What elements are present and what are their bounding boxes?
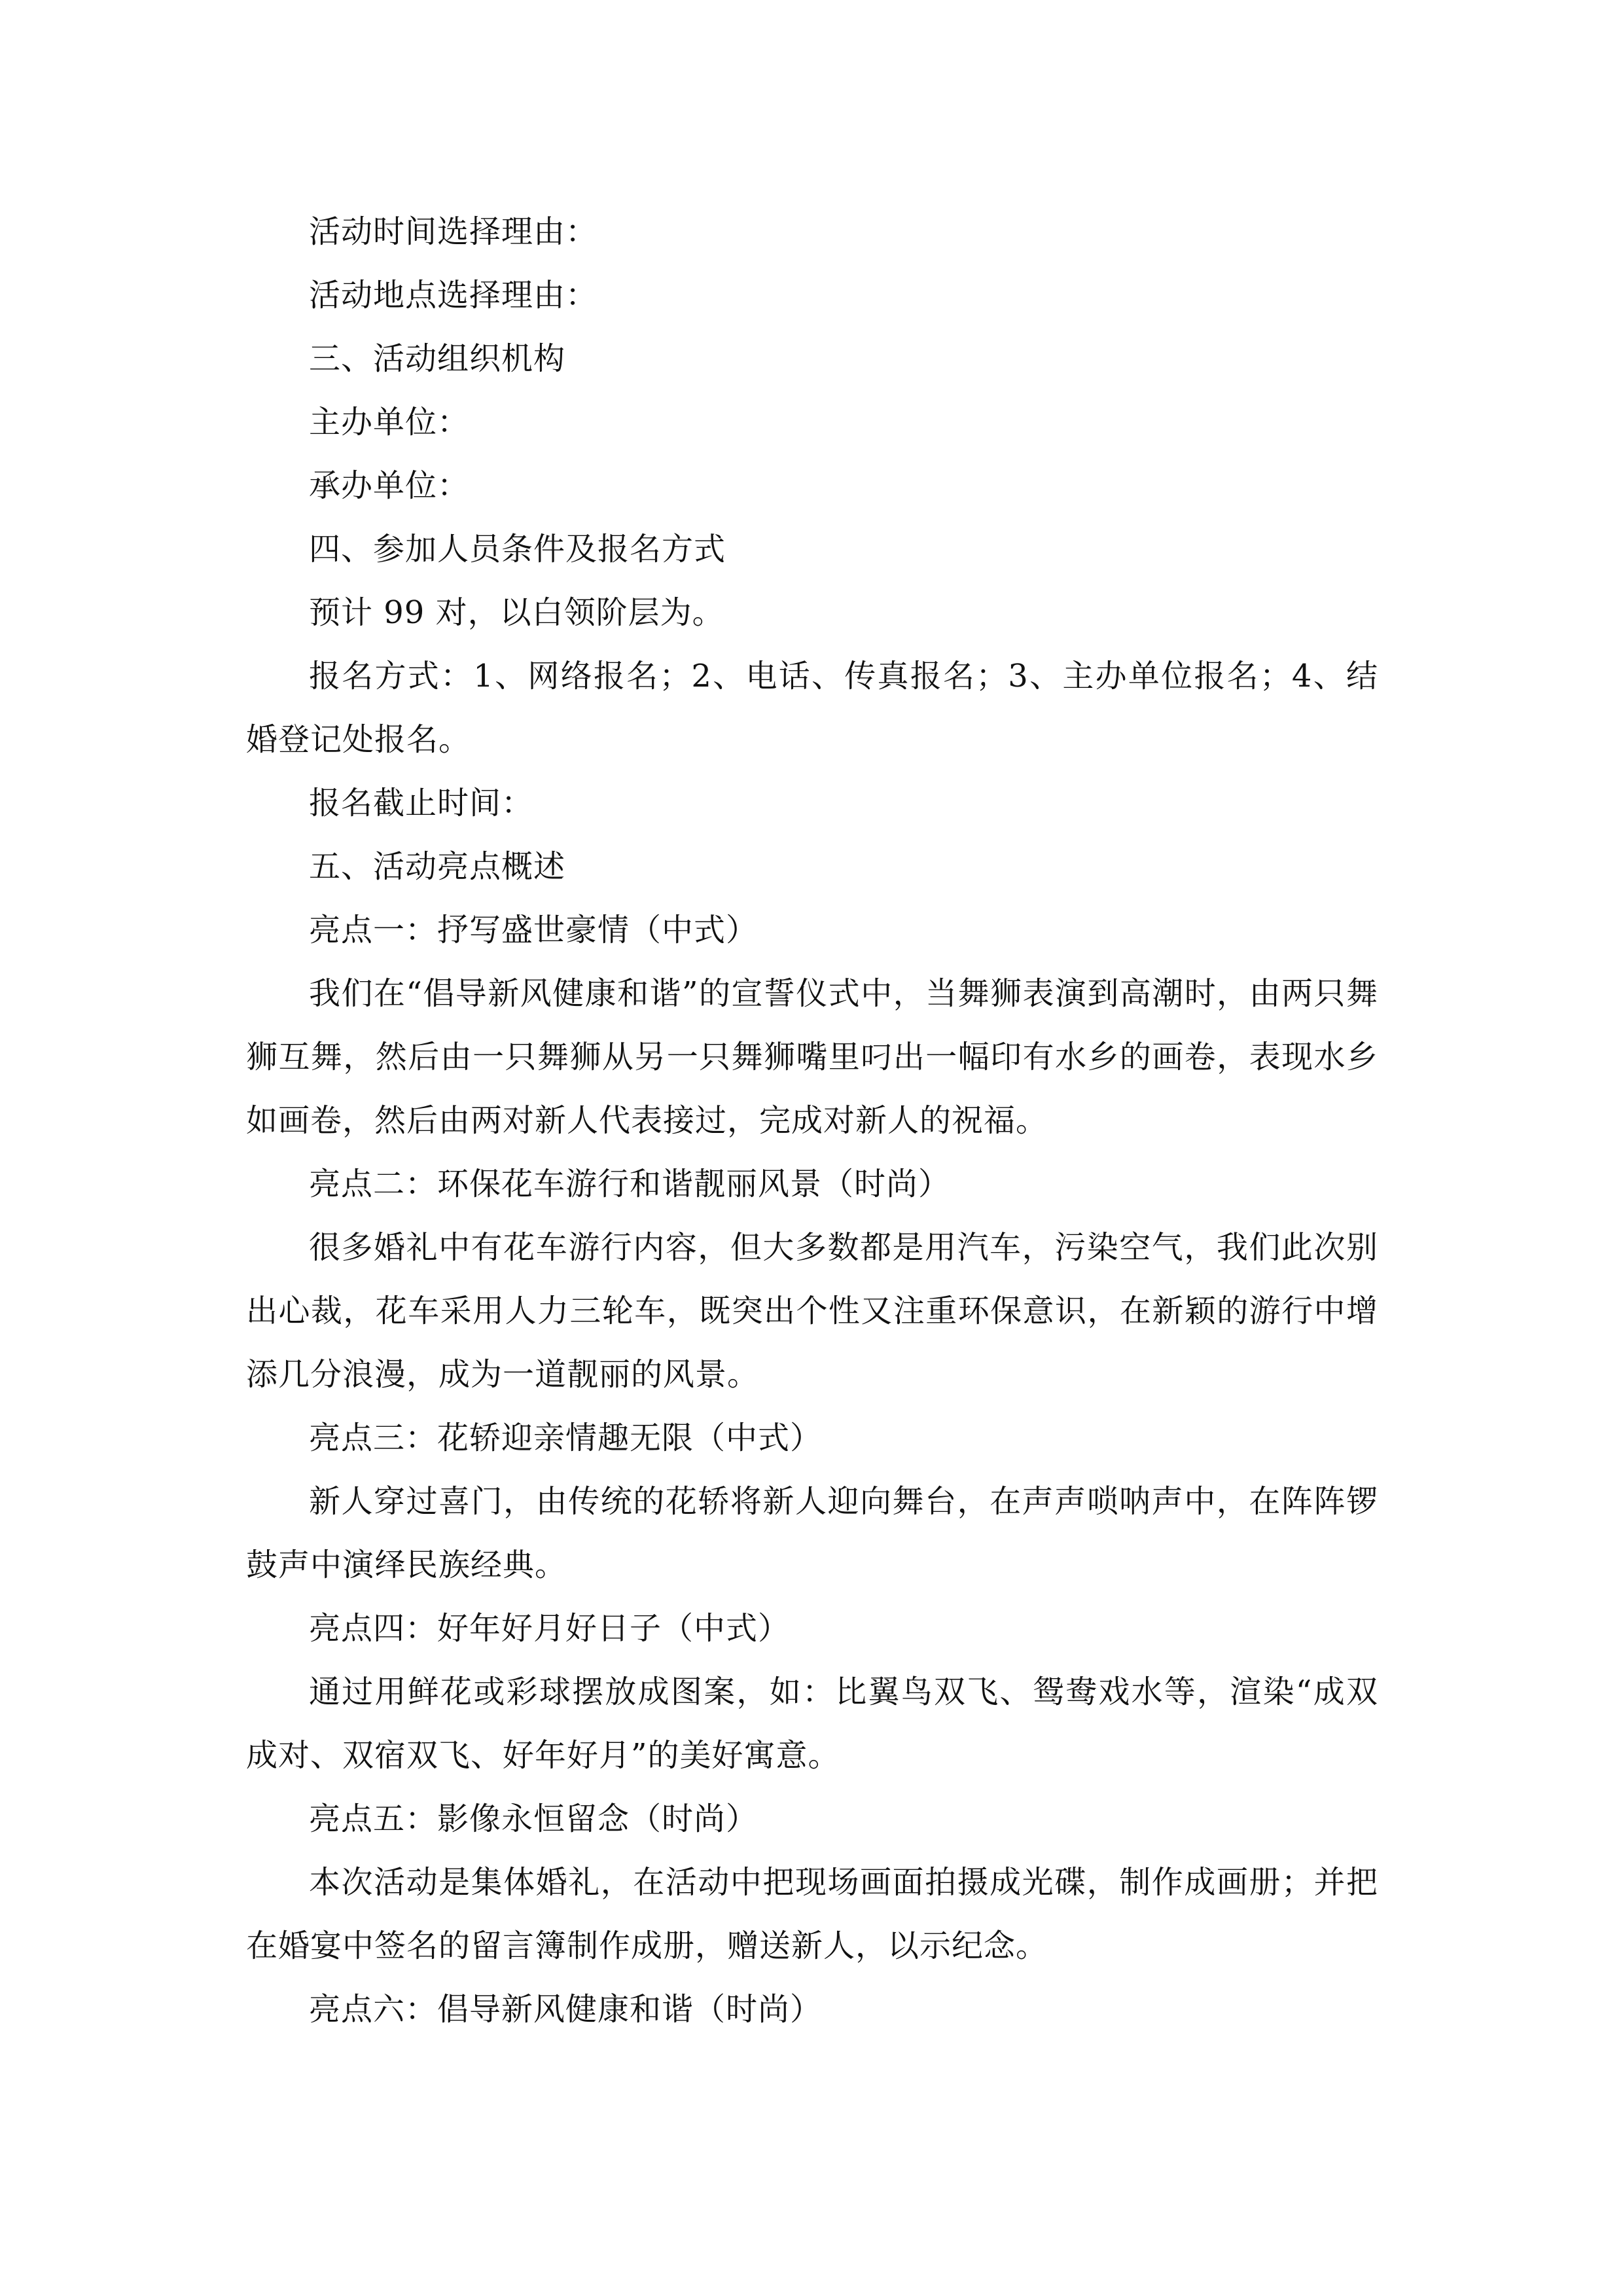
highlight-5-title: 亮点五：影像永恒留念（时尚） xyxy=(309,1801,758,1837)
highlight-4-title: 亮点四：好年好月好日子（中式） xyxy=(309,1610,791,1647)
highlight-1-title: 亮点一：抒写盛世豪情（中式） xyxy=(309,912,758,948)
section-heading-participants: 四、参加人员条件及报名方式 xyxy=(309,531,726,567)
registration-deadline: 报名截止时间： xyxy=(309,785,534,821)
highlight-3-title: 亮点三：花轿迎亲情趣无限（中式） xyxy=(309,1420,823,1456)
section-heading-highlights: 五、活动亮点概述 xyxy=(309,848,566,885)
highlight-3-body: 新人穿过喜门，由传统的花轿将新人迎向舞台，在声声唢呐声中，在阵阵锣鼓声中演绎民族经典。 xyxy=(246,1483,1378,1583)
document-body xyxy=(246,200,1378,2041)
highlight-2-title: 亮点二：环保花车游行和谐靓丽风景（时尚） xyxy=(309,1166,951,1202)
reason-place: 活动地点选择理由： xyxy=(309,277,598,314)
highlight-5-body: 本次活动是集体婚礼，在活动中把现场画面拍摄成光碟，制作成画册；并把在婚宴中签名的留言簿制作成册，赠送新人，以示纪念。 xyxy=(246,1864,1378,1964)
reason-time: 活动时间选择理由： xyxy=(309,213,598,250)
expected-count: 预计 99 对，以白领阶层为。 xyxy=(309,594,724,631)
host-unit: 主办单位： xyxy=(309,404,470,440)
highlight-2-body: 很多婚礼中有花车游行内容，但大多数都是用汽车，污染空气，我们此次别出心裁，花车采用人力三轮车，既突出个性又注重环保意识，在新颖的游行中增添几分浪漫，成为一道靓丽的风景。 xyxy=(246,1229,1378,1393)
registration-methods: 报名方式：1、网络报名；2、电话、传真报名；3、主办单位报名；4、结婚登记处报名。 xyxy=(246,658,1378,758)
highlight-1-body: 我们在“倡导新风健康和谐”的宣誓仪式中，当舞狮表演到高潮时，由两只舞狮互舞，然后由一只舞狮从另一只舞狮嘴里叼出一幅印有水乡的画卷，表现水乡如画卷，然后由两对新人代表接过，完成对新人的祝福。 xyxy=(246,975,1378,1139)
organizer-unit: 承办单位： xyxy=(309,467,470,504)
highlight-6-title: 亮点六：倡导新风健康和谐（时尚） xyxy=(309,1991,823,2028)
section-heading-organization: 三、活动组织机构 xyxy=(309,340,566,377)
highlight-4-body: 通过用鲜花或彩球摆放成图案，如：比翼鸟双飞、鸳鸯戏水等，渲染“成双成对、双宿双飞、好年好月”的美好寓意。 xyxy=(246,1674,1378,1774)
